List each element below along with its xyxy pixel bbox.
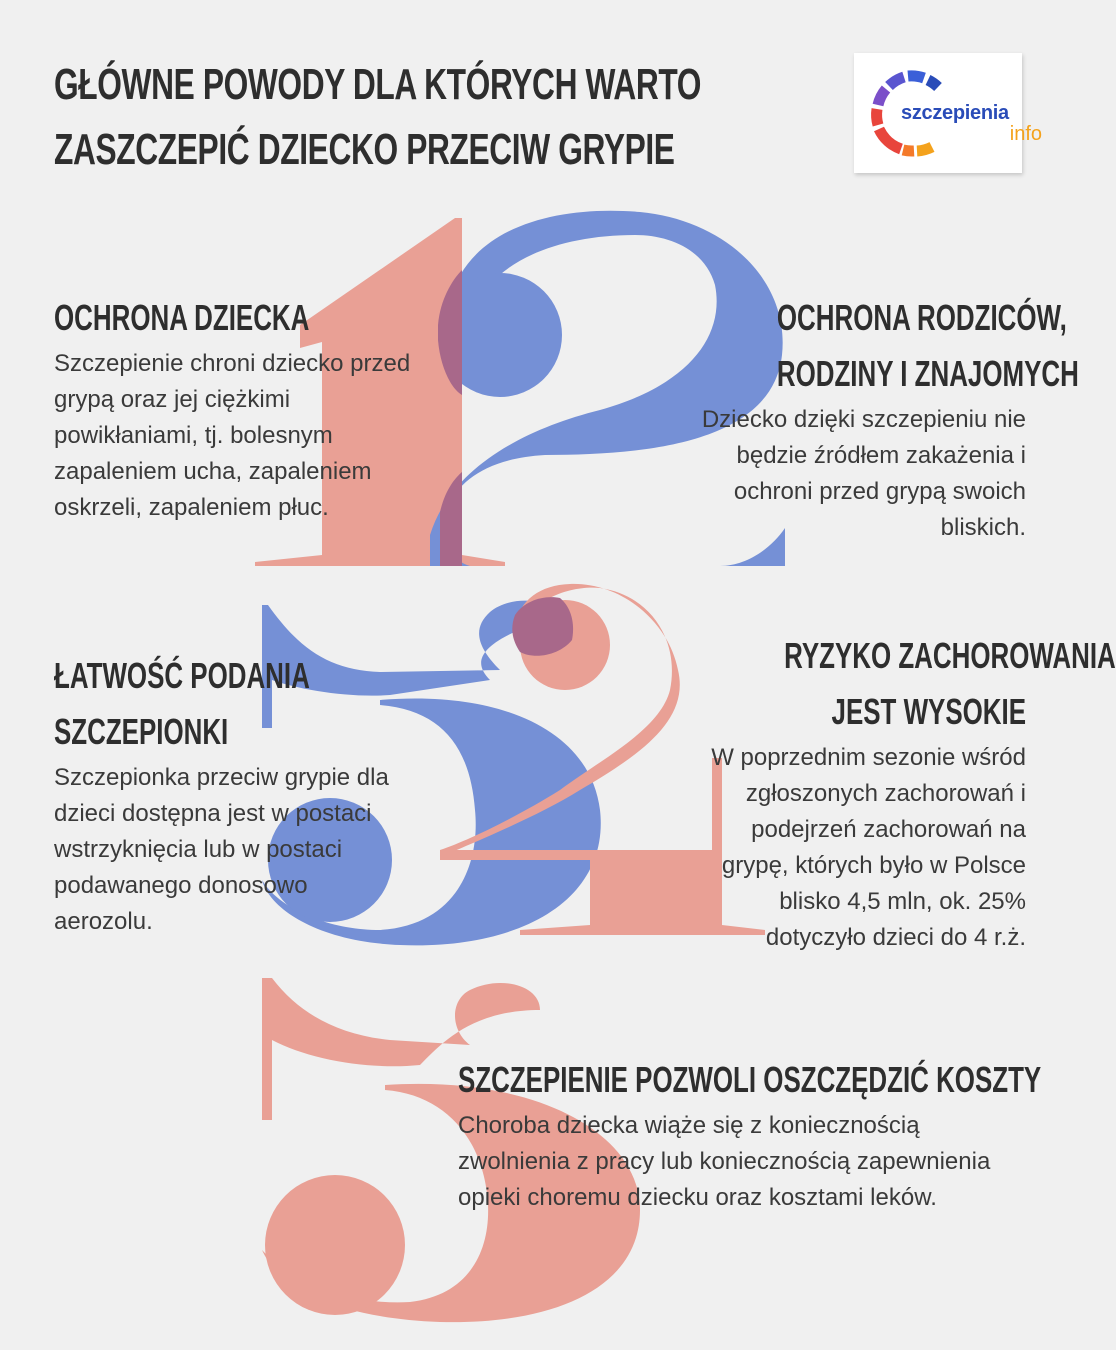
section-body: W poprzednim sezonie wśród zgłoszonych zachorowań i podejrzeń zachorowań na grypę, których było w Polsce blisko 4,5 mln, ok. 25% dotyczyło dzieci do 4 r.ż.	[711, 744, 1026, 951]
section-body: Szczepionka przeciw grypie dla dzieci dostępna jest w postaci wstrzyknięcia lub w postaci podawanego donosowo aerozolu.	[54, 764, 389, 935]
section-heading-line: RYZYKO ZACHOROWANIA	[784, 635, 1116, 676]
section-body: Dziecko dzięki szczepieniu nie będzie źródłem zakażenia i ochroni przed grypą swoich bliskich.	[701, 406, 1026, 541]
section-body: Szczepienie chroni dziecko przed grypą oraz jej ciężkimi powikłaniami, tj. bolesnym zapaleniem ucha, zapaleniem oskrzeli, zapaleniem płuc.	[54, 350, 411, 521]
section-body: Choroba dziecka wiąże się z koniecznością zwolnienia z pracy lub koniecznością zapewnienia opieki choremu dziecku oraz kosztami leków.	[458, 1112, 991, 1211]
logo-word-info: info	[1009, 123, 1042, 145]
section-heading	[776, 290, 1079, 402]
section-ochrona-dziecka	[54, 290, 414, 526]
numeral-5-ball	[265, 1175, 405, 1315]
section-heading-line: OCHRONA DZIECKA	[54, 297, 310, 338]
section-heading-line: SZCZEPIONKI	[54, 711, 229, 752]
section-heading-line: OCHRONA RODZICÓW,	[776, 297, 1067, 338]
section-latwosc-podania	[54, 648, 390, 940]
section-heading	[54, 648, 310, 760]
section-heading	[458, 1052, 1042, 1108]
section-ochrona-rodzicow	[680, 290, 1079, 546]
section-heading-line: JEST WYSOKIE	[831, 691, 1026, 732]
page-title-line-1: GŁÓWNE POWODY DLA KTÓRYCH WARTO	[54, 60, 702, 109]
section-heading	[784, 628, 1116, 740]
logo-word-szczepienia: szczepienia	[901, 102, 1009, 124]
section-heading-line: RODZINY I ZNAJOMYCH	[776, 353, 1079, 394]
section-heading-line: ŁATWOŚĆ PODANIA	[54, 655, 310, 696]
section-oszczednosc-kosztow	[458, 1052, 1042, 1216]
section-heading	[54, 290, 313, 346]
page-title-line-2: ZASZCZEPIĆ DZIECKO PRZECIW GRYPIE	[54, 125, 675, 174]
section-ryzyko-zachorowania	[690, 628, 1116, 956]
section-heading-line: SZCZEPIENIE POZWOLI OSZCZĘDZIĆ KOSZTY	[458, 1059, 1042, 1100]
